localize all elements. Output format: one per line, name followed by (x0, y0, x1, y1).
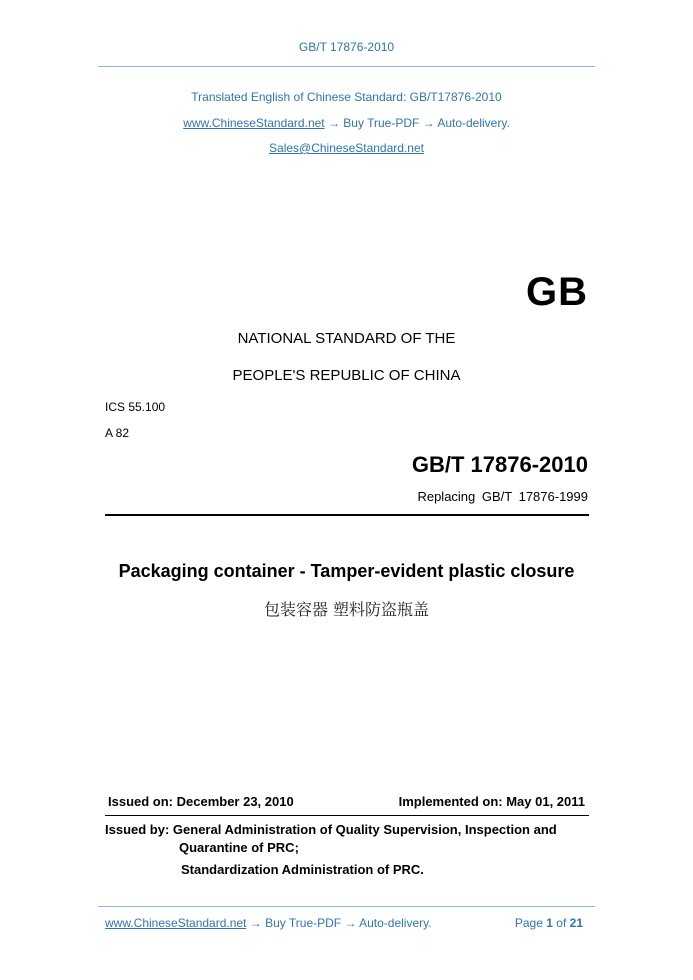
ics-code: ICS 55.100 (105, 400, 166, 414)
translation-note: Translated English of Chinese Standard: GB/T17876-2010 (191, 90, 502, 104)
dates-divider (105, 815, 589, 816)
page-number: 1 (546, 916, 553, 930)
page-total: 21 (569, 916, 583, 930)
website-link[interactable]: www.ChineseStandard.net (183, 116, 325, 130)
header-divider (98, 66, 595, 67)
title-english: Packaging container - Tamper-evident plastic closure (118, 561, 575, 581)
gb-logo: GB (526, 270, 588, 314)
page-indicator (515, 916, 583, 930)
page-label: Page (514, 916, 543, 930)
email-link[interactable]: Sales@ChineseStandard.net (269, 141, 424, 155)
footer-website-link[interactable]: www.ChineseStandard.net (105, 916, 247, 930)
standard-code: GB/T 17876-2010 (411, 452, 588, 477)
implemented-on: Implemented on: May 01, 2011 (398, 794, 585, 809)
replacing-note: Replacing GB/T 17876-1999 (417, 489, 588, 504)
title-divider (105, 514, 589, 516)
issued-on: Issued on: December 23, 2010 (108, 794, 294, 809)
national-standard-line1: NATIONAL STANDARD OF THE (237, 330, 456, 347)
footer-promo (105, 916, 432, 930)
issued-by-line3: Standardization Administration of PRC. (181, 862, 424, 877)
promo-line (0, 116, 693, 130)
email-line (0, 141, 693, 155)
promo-text: → Buy True-PDF → Auto-delivery. (324, 116, 510, 130)
title-chinese: 包装容器 塑料防盗瓶盖 (263, 600, 430, 619)
footer-divider (98, 906, 595, 907)
national-standard-line2: PEOPLE'S REPUBLIC OF CHINA (232, 367, 461, 384)
issued-by-line2: Quarantine of PRC; (179, 840, 299, 855)
footer-promo-text: → Buy True-PDF → Auto-delivery. (246, 916, 432, 930)
ccs-code: A 82 (105, 426, 130, 440)
of-label: of (556, 916, 567, 930)
running-header: GB/T 17876-2010 (298, 40, 395, 54)
issued-by-line1: Issued by: General Administration of Quality Supervision, Inspection and (105, 822, 557, 837)
